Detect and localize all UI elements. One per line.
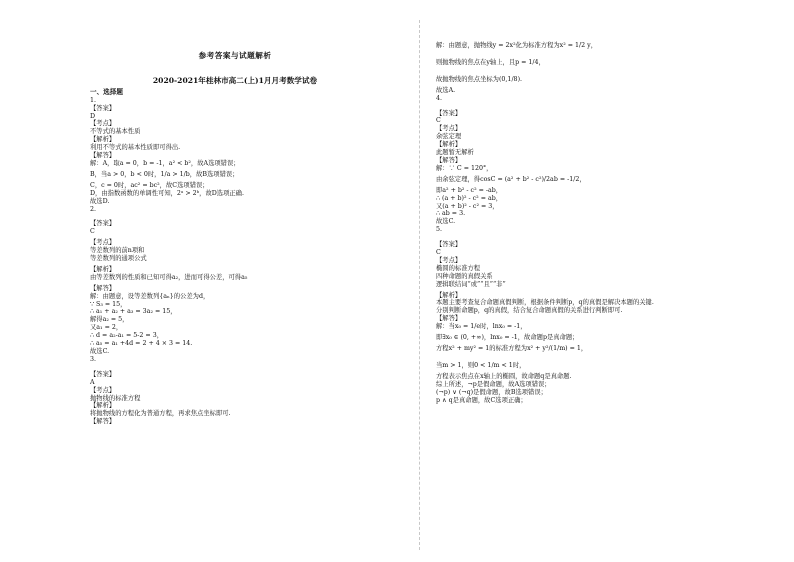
point-tag: 【考点】 [90, 239, 116, 247]
document-title: 参考答案与试题解析 [198, 51, 272, 60]
solution-line: 由余弦定理，得cosC = (a² + b² - c²)/2ab = -1/2， [436, 175, 586, 183]
solution-line: 解：∵ C = 120°， [436, 164, 493, 172]
question-number: 1. [90, 96, 97, 104]
solution-line: 综上所述，¬p是假命题，故A选项错误； [436, 380, 551, 388]
solution-line: ∴ a₁ + a₂ + a₃ = 3a₂ = 15， [90, 308, 177, 316]
solution-line: 解：由题意，抛物线y = 2x²化为标准方程为x² = 1/2 y， [436, 42, 598, 49]
solution-tag: 【解答】 [90, 284, 116, 292]
analysis-tag: 【解析】 [90, 265, 116, 273]
point-text: 余弦定理 [436, 133, 462, 141]
solution-line: ∴ ab = 3. [436, 210, 466, 218]
choose-line: 故选C. [90, 348, 110, 355]
choose-line: 故选C. [436, 218, 456, 226]
solution-line: 当m > 1，则0 < 1/m < 1时， [436, 361, 526, 369]
choose-line: 故选A. [436, 86, 456, 94]
solution-line: B，当a > 0，b < 0时，1/a > 1/b，故B选项错误； [90, 170, 239, 178]
answer-value: C [436, 249, 441, 257]
question-number: 3. [90, 355, 97, 363]
solution-line: 即a² + b² - c² = -ab， [436, 186, 503, 194]
solution-line: D，由指数函数的单调性可知，2ᵃ > 2ᵇ，故D选项正确. [90, 189, 244, 197]
point-text: 等差数列的通项公式 [90, 255, 147, 263]
solution-line: 即∃x₀ ∈ (0, +∞)，lnx₀ = -1，故命题p是真命题； [436, 334, 579, 342]
document-subtitle: 2020-2021年桂林市高二(上)1月月考数学试卷 [152, 75, 318, 85]
point-text: 逻辑联结词“或”“且”“非” [436, 280, 506, 288]
solution-line: 又a₁ = 2， [90, 324, 123, 332]
analysis-text: 由等差数列的性质和已知可得a₂，进而可得公差，可得a₅ [90, 273, 248, 281]
section-heading: 一、选择题 [90, 87, 123, 96]
question-number: 4. [436, 94, 443, 102]
solution-tag: 【解答】 [90, 418, 116, 426]
analysis-tag: 【解析】 [90, 136, 116, 144]
point-text: 不等式的基本性质 [90, 128, 141, 136]
point-text: 抛物线的标准方程 [90, 394, 141, 402]
analysis-tag: 【解析】 [436, 141, 462, 149]
solution-line: 解：A，取a = 0，b = -1，a² < b²，故A选项错误； [90, 159, 240, 167]
solution-line: C，c = 0时，ac² = bc²，故C选项错误； [90, 181, 209, 189]
solution-line: (¬p) ∨ (¬q)是假命题，故B选项错误； [436, 388, 547, 396]
point-tag: 【考点】 [90, 386, 116, 394]
answer-value: C [90, 228, 95, 236]
answer-value: C [436, 117, 441, 125]
answer-tag: 【答案】 [90, 220, 116, 228]
analysis-text: 此题暂无解析 [436, 149, 474, 157]
solution-line: p ∧ q是真命题，故C选项正确； [436, 396, 527, 404]
solution-line: 故抛物线的焦点坐标为(0,1/8). [436, 75, 523, 83]
point-text: 四种命题的真假关系 [436, 272, 493, 280]
answer-tag: 【答案】 [436, 109, 462, 117]
answer-value: A [90, 378, 95, 386]
solution-line: ∵ S₃ = 15， [90, 300, 127, 308]
solution-tag: 【解答】 [90, 152, 116, 160]
solution-tag: 【解答】 [436, 315, 462, 323]
choose-line: 故选D. [90, 197, 110, 205]
solution-tag: 【解答】 [436, 156, 462, 164]
solution-line: 解得a₂ = 5， [90, 316, 129, 324]
right-column [436, 42, 736, 404]
solution-line: 方程表示焦点在x轴上的椭圆，故命题q是真命题. [436, 372, 572, 380]
solution-line: 解：由题意，设等差数列{aₙ}的公差为d， [90, 292, 210, 300]
solution-line: ∴ d = a₂-a₁ = 5-2 = 3， [90, 332, 164, 340]
left-column [90, 52, 380, 426]
question-number: 2. [90, 205, 97, 213]
analysis-text: 利用不等式的基本性质即可得出. [90, 144, 181, 152]
analysis-text: 分别判断命题p，q的真假，结合复合命题真假的关系进行判断即可. [436, 307, 623, 315]
analysis-text: 本题主要考查复合命题真假判断，根据条件判断p，q的真假是解决本题的关键. [436, 299, 654, 307]
column-divider [419, 20, 420, 550]
solution-line: ∴ a₅ = a₁ +4d = 2 + 4 × 3 = 14. [90, 340, 193, 348]
answer-value: D [90, 112, 96, 120]
analysis-tag: 【解析】 [436, 291, 462, 299]
solution-line: 方程x² + my² = 1的标准方程为x² + y²/(1/m) = 1， [436, 345, 588, 352]
question-number: 5. [436, 226, 443, 234]
analysis-tag: 【解析】 [90, 402, 116, 410]
answer-tag: 【答案】 [90, 370, 116, 378]
point-text: 等差数列的前n项和 [90, 247, 145, 255]
solution-line: 又(a + b)² - c² = 3， [436, 202, 499, 210]
answer-tag: 【答案】 [436, 241, 462, 249]
solution-line: 则抛物线的焦点在y轴上，且p = 1/4， [436, 58, 545, 66]
point-tag: 【考点】 [90, 120, 116, 128]
point-tag: 【考点】 [436, 125, 462, 133]
answer-tag: 【答案】 [90, 104, 116, 112]
point-tag: 【考点】 [436, 256, 462, 264]
point-text: 椭圆的标准方程 [436, 264, 481, 272]
solution-line: 解：当x₀ = 1/e时，lnx₀ = -1， [436, 323, 527, 331]
analysis-text: 将抛物线的方程化为普通方程，再求焦点坐标即可. [90, 410, 231, 418]
solution-line: ∴ (a + b)² - c² = ab， [436, 194, 503, 202]
